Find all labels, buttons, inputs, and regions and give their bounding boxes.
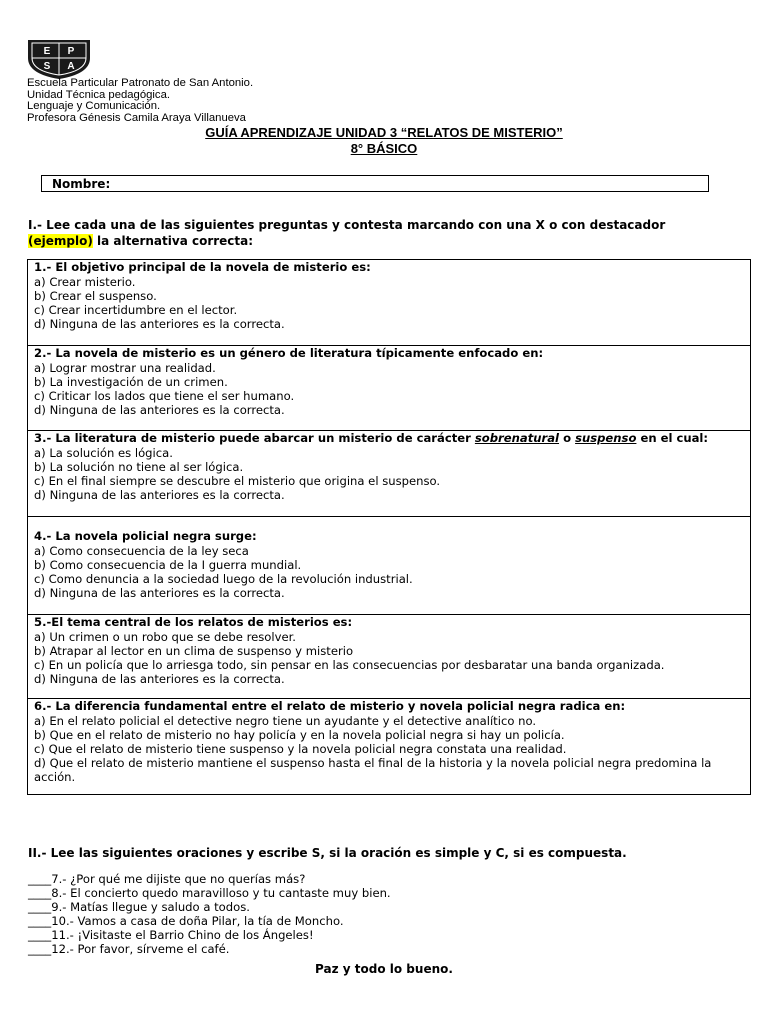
question-3-title-b: o bbox=[559, 431, 576, 445]
sentence-item-11[interactable]: ____11.- ¡Visitaste el Barrio Chino de los Ángeles! bbox=[28, 928, 314, 942]
question-3-term-sobrenatural: sobrenatural bbox=[474, 431, 560, 445]
school-info bbox=[27, 78, 253, 124]
question-4-option-c[interactable]: c) Como denuncia a la sociedad luego de la revolución industrial. bbox=[34, 571, 413, 586]
question-1-option-c[interactable]: c) Crear incertidumbre en el lector. bbox=[34, 302, 238, 317]
closing-message: Paz y todo lo bueno. bbox=[315, 962, 453, 976]
school-subject: Lenguaje y Comunicación. bbox=[27, 100, 161, 113]
question-4-title: 4.- La novela policial negra surge: bbox=[34, 529, 257, 543]
question-3 bbox=[28, 431, 750, 517]
question-1-option-d[interactable]: d) Ninguna de las anteriores es la correcta. bbox=[34, 316, 285, 331]
logo-letter-e: E bbox=[43, 46, 51, 57]
question-6-option-b[interactable]: b) Que en el relato de misterio no hay policía y en la novela policial negra si hay un policía. bbox=[34, 727, 565, 742]
question-3-title bbox=[34, 432, 744, 446]
section1-instructions bbox=[28, 217, 728, 249]
page-subtitle: 8° BÁSICO bbox=[350, 141, 418, 156]
question-3-option-c[interactable]: c) En el final siempre se descubre el misterio que origina el suspenso. bbox=[34, 473, 441, 488]
sentence-item-8[interactable]: ____8.- El concierto quedo maravilloso y tu cantaste muy bien. bbox=[28, 886, 391, 900]
question-2-option-a[interactable]: a) Lograr mostrar una realidad. bbox=[34, 360, 216, 375]
question-2-option-d[interactable]: d) Ninguna de las anteriores es la correcta. bbox=[34, 402, 285, 417]
question-5-option-d[interactable]: d) Ninguna de las anteriores es la correcta. bbox=[34, 671, 285, 686]
question-2-option-b[interactable]: b) La investigación de un crimen. bbox=[34, 374, 228, 389]
question-4-option-b[interactable]: b) Como consecuencia de la I guerra mundial. bbox=[34, 557, 302, 572]
question-3-option-a[interactable]: a) La solución es lógica. bbox=[34, 445, 173, 460]
sentence-item-12[interactable]: ____12.- Por favor, sírveme el café. bbox=[28, 942, 230, 956]
question-5-title: 5.-El tema central de los relatos de misterios es: bbox=[34, 615, 353, 629]
question-6-option-d[interactable]: d) Que el relato de misterio mantiene el suspenso hasta el final de la historia y la novela policial negra predomina la acción. bbox=[34, 755, 712, 784]
question-5-option-b[interactable]: b) Atrapar al lector en un clima de suspenso y misterio bbox=[34, 643, 354, 658]
section1-instr-a: I.- Lee cada una de las siguientes preguntas y contesta marcando con una X o con destacador bbox=[28, 218, 666, 232]
question-1 bbox=[28, 260, 750, 346]
question-5-option-c[interactable]: c) En un policía que lo arriesga todo, sin pensar en las consecuencias por desbaratar una banda organizada. bbox=[34, 657, 665, 672]
question-1-option-a[interactable]: a) Crear misterio. bbox=[34, 274, 136, 289]
question-4 bbox=[28, 517, 750, 615]
logo-letter-a: A bbox=[67, 61, 75, 72]
page-title: GUÍA APRENDIZAJE UNIDAD 3 “RELATOS DE MISTERIO” bbox=[205, 125, 563, 140]
question-5-option-a[interactable]: a) Un crimen o un robo que se debe resolver. bbox=[34, 629, 296, 644]
question-2-option-c[interactable]: c) Criticar los lados que tiene el ser humano. bbox=[34, 388, 295, 403]
question-3-title-c: en el cual: bbox=[636, 431, 709, 445]
question-6-title: 6.- La diferencia fundamental entre el relato de misterio y novela policial negra radica en: bbox=[34, 699, 626, 713]
school-logo-shield bbox=[26, 38, 92, 80]
questions-table bbox=[27, 259, 751, 795]
sentence-item-7[interactable]: ____7.- ¿Por qué me dijiste que no querías más? bbox=[28, 872, 306, 886]
question-3-option-b[interactable]: b) La solución no tiene al ser lógica. bbox=[34, 459, 244, 474]
question-4-option-d[interactable]: d) Ninguna de las anteriores es la correcta. bbox=[34, 585, 285, 600]
question-5 bbox=[28, 615, 750, 699]
question-3-option-d[interactable]: d) Ninguna de las anteriores es la correcta. bbox=[34, 487, 285, 502]
logo-letter-s: S bbox=[43, 61, 51, 72]
question-6 bbox=[28, 699, 750, 795]
question-1-title: 1.- El objetivo principal de la novela de misterio es: bbox=[34, 260, 371, 274]
name-field[interactable] bbox=[41, 175, 709, 192]
school-teacher: Profesora Génesis Camila Araya Villanueva bbox=[27, 111, 246, 124]
question-2-title: 2.- La novela de misterio es un género de literatura típicamente enfocado en: bbox=[34, 346, 544, 360]
section2-instructions: II.- Lee las siguientes oraciones y escribe S, si la oración es simple y C, si es compuesta. bbox=[28, 846, 627, 860]
school-name: Escuela Particular Patronato de San Antonio. bbox=[27, 77, 254, 89]
question-2 bbox=[28, 346, 750, 431]
question-4-option-a[interactable]: a) Como consecuencia de la ley seca bbox=[34, 543, 249, 558]
sentence-item-9[interactable]: ____9.- Matías llegue y saludo a todos. bbox=[28, 900, 250, 914]
section1-instr-highlight: (ejemplo) bbox=[28, 234, 93, 248]
sentence-item-10[interactable]: ____10.- Vamos a casa de doña Pilar, la tía de Moncho. bbox=[28, 914, 344, 928]
question-3-title-a: 3.- La literatura de misterio puede abarcar un misterio de carácter bbox=[34, 431, 475, 445]
logo-letter-p: P bbox=[67, 46, 75, 57]
section1-instr-b: la alternativa correcta: bbox=[92, 234, 254, 248]
name-label: Nombre: bbox=[52, 177, 111, 191]
question-1-option-b[interactable]: b) Crear el suspenso. bbox=[34, 288, 157, 303]
question-6-option-c[interactable]: c) Que el relato de misterio tiene suspenso y la novela policial negra constata una realidad. bbox=[34, 741, 567, 756]
question-6-option-a[interactable]: a) En el relato policial el detective negro tiene un ayudante y el detective analítico no. bbox=[34, 713, 537, 728]
school-unit: Unidad Técnica pedagógica. bbox=[27, 88, 170, 101]
question-3-term-suspenso: suspenso bbox=[575, 431, 637, 445]
